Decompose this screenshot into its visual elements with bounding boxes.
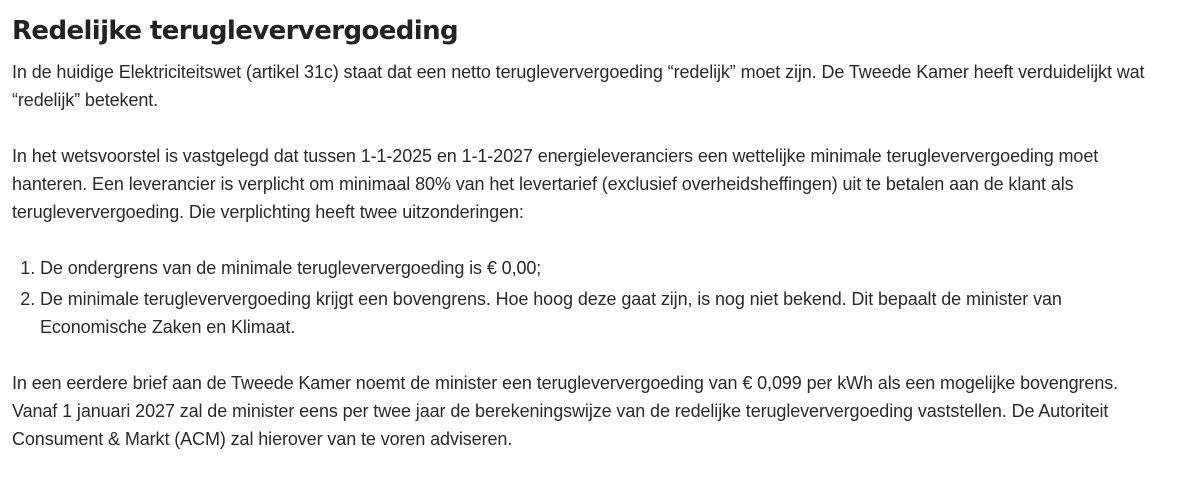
intro-paragraph: In de huidige Elektriciteitswet (artikel 31c) staat dat een netto terugleververgoeding “redelijk” moet zijn. De Tweede Kamer heeft verduidelijkt wat “redelijk” betekent. [12,62,1145,110]
list-item: 1. De ondergrens van de minimale terugleververgoeding is € 0,00; [40,254,1167,282]
exceptions-list [12,254,1167,341]
section-heading: Redelijke terugleververgoeding [12,16,459,46]
list-item: 2. De minimale terugleververgoeding krijgt een bovengrens. Hoe hoog deze gaat zijn, is nog niet bekend. Dit bepaalt de minister van Economische Zaken en Klimaat. [40,285,1167,341]
closing-paragraph: In een eerdere brief aan de Tweede Kamer noemt de minister een terugleververgoeding van € 0,099 per kWh als een mogelijke bovengrens. Vanaf 1 januari 2027 zal de minister eens per twee jaar de berekeningswijze van de redelijke terugleververgoeding vaststellen. De Autoriteit Consument & Markt (ACM) zal hierover van te voren adviseren. [12,373,1119,449]
bill-paragraph: In het wetsvoorstel is vastgelegd dat tussen 1-1-2025 en 1-1-2027 energieleveranciers een wettelijke minimale terugleververgoeding moet hanteren. Een leverancier is verplicht om minimaal 80% van het levertarief (exclusief overheidsheffingen) uit te betalen aan de klant als terugleververgoeding. Die verplichting heeft twee uitzonderingen: [12,146,1099,222]
